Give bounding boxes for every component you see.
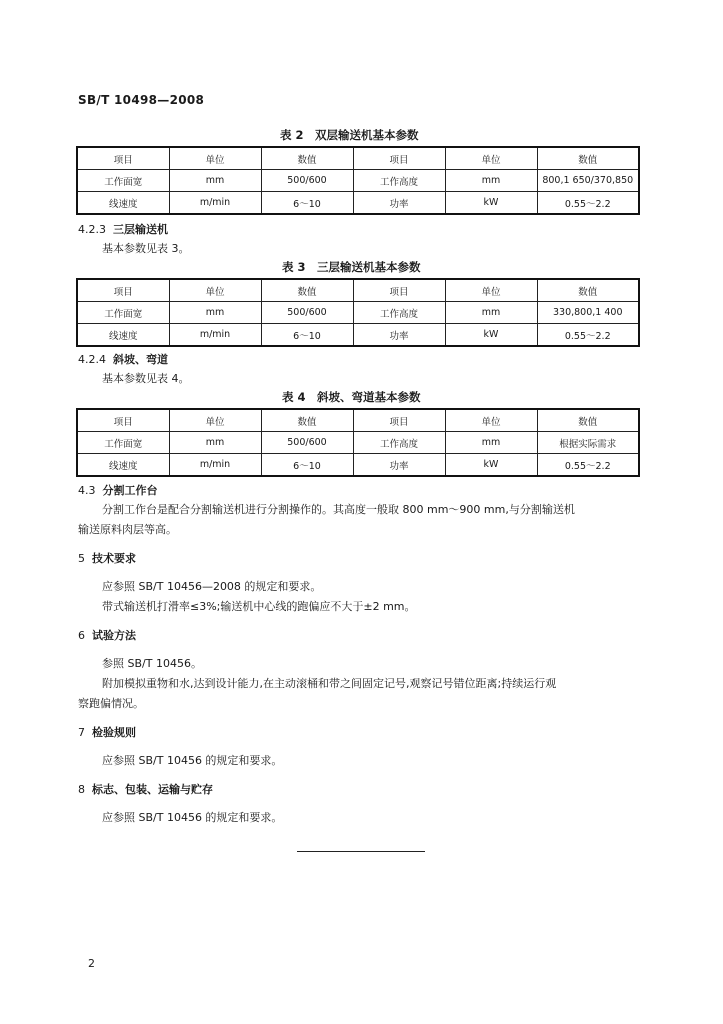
table-cell: mm xyxy=(169,302,261,324)
section-4-3-line-2: 输送原料肉层等高。 xyxy=(78,523,177,536)
table-header-cell: 项目 xyxy=(77,147,169,170)
table-cell: 线速度 xyxy=(77,192,169,215)
table-cell: mm xyxy=(445,170,537,192)
section-5-line-1: 应参照 SB/T 10456—2008 的规定和要求。 xyxy=(102,580,322,593)
table-cell: 工作高度 xyxy=(353,302,445,324)
table-header-cell: 单位 xyxy=(445,409,537,432)
section-4-2-3-heading xyxy=(78,221,168,237)
end-of-document-rule xyxy=(297,851,425,852)
table-cell: 工作面宽 xyxy=(77,302,169,324)
table-cell: mm xyxy=(445,302,537,324)
section-4-3-line-1: 分割工作台是配合分割输送机进行分割操作的。其高度一般取 800 mm～900 mm,与分割输送机 xyxy=(102,503,575,516)
table-header-cell: 数值 xyxy=(261,409,353,432)
section-4-2-4-heading xyxy=(78,351,168,367)
section-7-heading xyxy=(78,724,136,740)
table-cell: m/min xyxy=(169,192,261,215)
table-cell: 0.55～2.2 xyxy=(537,192,639,215)
table-cell: mm xyxy=(445,432,537,454)
section-4-2-4-text: 基本参数见表 4。 xyxy=(102,372,190,385)
table-row xyxy=(77,432,639,454)
section-number: 5 xyxy=(78,552,85,565)
section-5-line-2: 带式输送机打滑率≤3%;输送机中心线的跑偏应不大于±2 mm。 xyxy=(102,600,416,613)
section-4-2-3-text: 基本参数见表 3。 xyxy=(102,242,190,255)
table-cell: 500/600 xyxy=(261,432,353,454)
table-cell: 工作高度 xyxy=(353,432,445,454)
table-cell: 6～10 xyxy=(261,324,353,347)
table-cell: 6～10 xyxy=(261,192,353,215)
section-6-heading xyxy=(78,627,136,643)
table-4-caption: 表 4 斜坡、弯道基本参数 xyxy=(282,390,421,404)
table-row xyxy=(77,324,639,347)
table-header-cell: 项目 xyxy=(353,409,445,432)
section-title: 技术要求 xyxy=(92,552,136,565)
table-header-cell: 数值 xyxy=(537,279,639,302)
section-number: 4.2.3 xyxy=(78,223,106,236)
table-cell: 500/600 xyxy=(261,302,353,324)
table-row xyxy=(77,192,639,215)
table-header-cell: 项目 xyxy=(353,147,445,170)
section-title: 试验方法 xyxy=(92,629,136,642)
section-title: 分割工作台 xyxy=(102,484,158,497)
table-4 xyxy=(76,408,640,477)
table-header-row xyxy=(77,279,639,302)
table-header-cell: 单位 xyxy=(445,279,537,302)
section-8-heading xyxy=(78,781,213,797)
table-2 xyxy=(76,146,640,215)
table-header-cell: 单位 xyxy=(169,147,261,170)
table-cell: mm xyxy=(169,170,261,192)
table-header-cell: 项目 xyxy=(353,279,445,302)
page-number: 2 xyxy=(88,957,95,970)
table-cell: 330,800,1 400 xyxy=(537,302,639,324)
section-5-heading xyxy=(78,550,136,566)
table-cell: kW xyxy=(445,454,537,477)
table-cell: 500/600 xyxy=(261,170,353,192)
table-cell: kW xyxy=(445,324,537,347)
table-cell: 工作面宽 xyxy=(77,170,169,192)
table-cell: m/min xyxy=(169,324,261,347)
section-number: 4.2.4 xyxy=(78,353,106,366)
table-cell: 线速度 xyxy=(77,454,169,477)
section-number: 6 xyxy=(78,629,85,642)
table-row xyxy=(77,302,639,324)
section-number: 8 xyxy=(78,783,85,796)
table-row xyxy=(77,454,639,477)
section-8-line-1: 应参照 SB/T 10456 的规定和要求。 xyxy=(102,811,283,824)
table-cell: 6～10 xyxy=(261,454,353,477)
table-cell: 线速度 xyxy=(77,324,169,347)
table-cell: 功率 xyxy=(353,454,445,477)
section-number: 4.3 xyxy=(78,484,96,497)
section-6-line-3: 察跑偏情况。 xyxy=(78,697,144,710)
table-header-cell: 数值 xyxy=(537,147,639,170)
table-header-cell: 数值 xyxy=(261,279,353,302)
table-cell: 功率 xyxy=(353,192,445,215)
section-4-3-heading xyxy=(78,482,158,498)
table-cell: 根据实际需求 xyxy=(537,432,639,454)
section-6-line-2: 附加模拟重物和水,达到设计能力,在主动滚桶和带之间固定记号,观察记号错位距离;持续运行观 xyxy=(102,677,557,690)
section-title: 检验规则 xyxy=(92,726,136,739)
table-2-caption: 表 2 双层输送机基本参数 xyxy=(280,128,419,142)
section-7-line-1: 应参照 SB/T 10456 的规定和要求。 xyxy=(102,754,283,767)
table-cell: kW xyxy=(445,192,537,215)
table-header-cell: 数值 xyxy=(261,147,353,170)
table-header-cell: 数值 xyxy=(537,409,639,432)
section-title: 标志、包装、运输与贮存 xyxy=(92,783,213,796)
table-header-cell: 项目 xyxy=(77,409,169,432)
table-cell: m/min xyxy=(169,454,261,477)
table-header-cell: 单位 xyxy=(169,409,261,432)
section-title: 三层输送机 xyxy=(113,223,168,236)
table-3-caption: 表 3 三层输送机基本参数 xyxy=(282,260,421,274)
table-cell: 800,1 650/370,850 xyxy=(537,170,639,192)
table-header-cell: 项目 xyxy=(77,279,169,302)
table-header-row xyxy=(77,147,639,170)
standard-code-header: SB/T 10498—2008 xyxy=(78,93,205,107)
table-cell: 功率 xyxy=(353,324,445,347)
table-row xyxy=(77,170,639,192)
section-number: 7 xyxy=(78,726,85,739)
table-cell: mm xyxy=(169,432,261,454)
table-cell: 工作高度 xyxy=(353,170,445,192)
table-cell: 工作面宽 xyxy=(77,432,169,454)
table-cell: 0.55～2.2 xyxy=(537,324,639,347)
table-header-row xyxy=(77,409,639,432)
table-3 xyxy=(76,278,640,347)
table-header-cell: 单位 xyxy=(445,147,537,170)
table-header-cell: 单位 xyxy=(169,279,261,302)
section-title: 斜坡、弯道 xyxy=(113,353,168,366)
table-cell: 0.55～2.2 xyxy=(537,454,639,477)
section-6-line-1: 参照 SB/T 10456。 xyxy=(102,657,202,670)
